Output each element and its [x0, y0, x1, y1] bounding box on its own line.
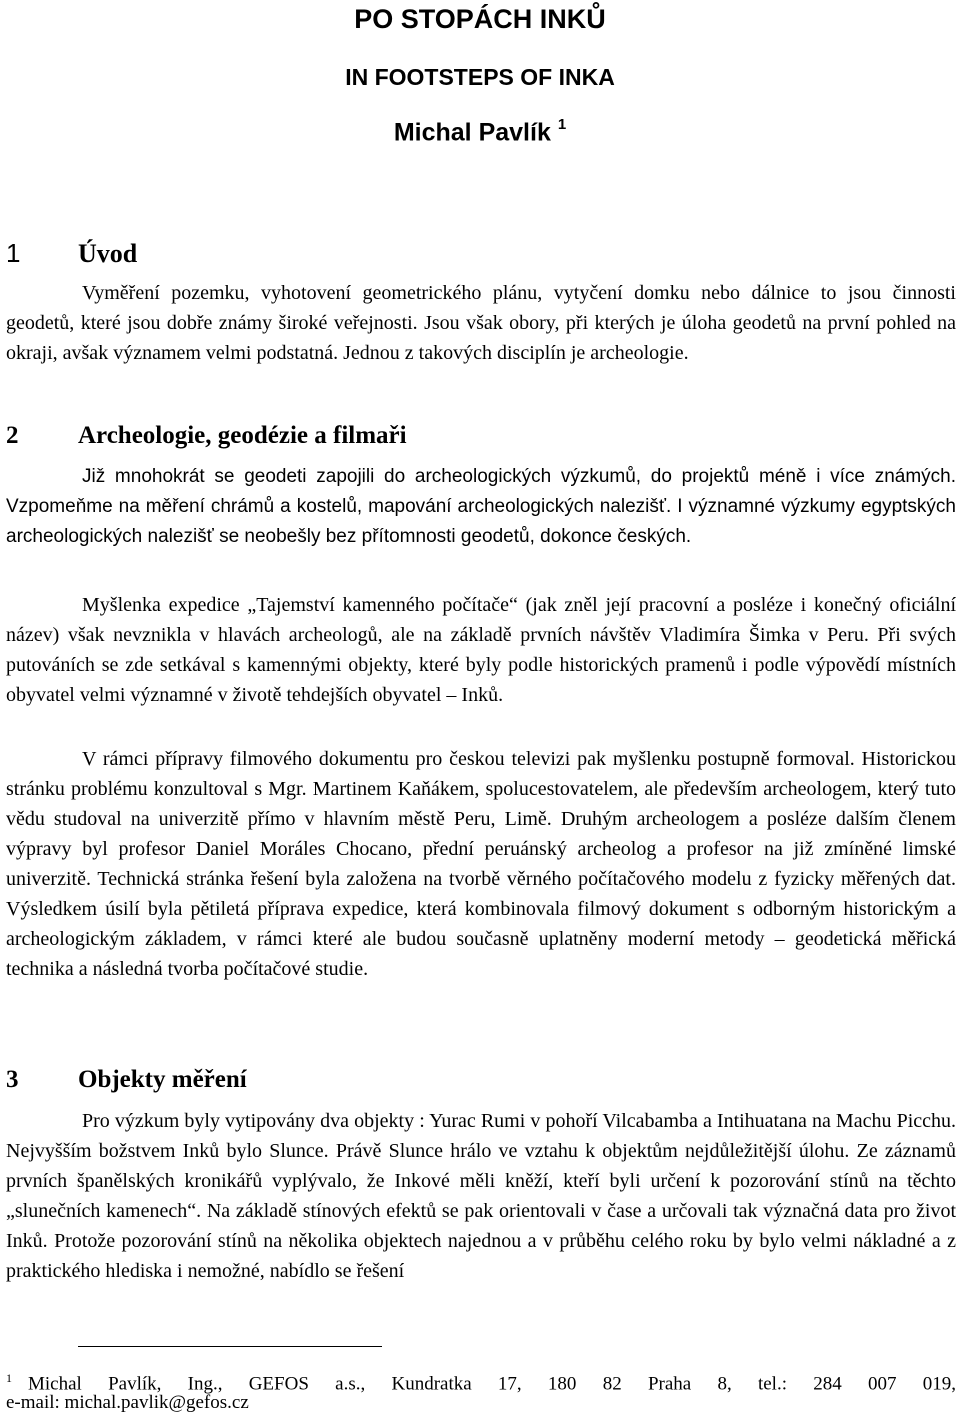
author-line	[0, 118, 960, 147]
document-title: PO STOPÁCH INKŮ	[354, 4, 606, 34]
footnote-line-2: e-mail: michal.pavlik@gefos.cz	[6, 1392, 249, 1413]
section-title: Úvod	[78, 239, 138, 268]
section-title: Archeologie, geodézie a filmaři	[78, 422, 407, 449]
paragraph-objects: Pro výzkum byly vytipovány dva objekty : Yurac Rumi v pohoří Vilcabamba a Intihuatana na Machu Picchu. Nejvyšším božstvem Inků bylo Slunce. Právě Slunce hrálo ve vztahu k objektům nejdůležitější úlohu. Ze záznamů prvních španělských kronikářů vyplývalo, že Inkové měli kněží, kteří byli určení k pozorování stínů na těchto „slunečních kamenech“. Na základě stínových efektů se pak orientovali v čase a určovali tak význačná data pro život Inků. Protože pozorování stínů na několika objektech najednou a v průběhu celého roku by bylo velmi nákladné a z praktického hlediska i nemožné, nabídlo se řešení	[6, 1110, 956, 1282]
footnote-separator	[78, 1346, 382, 1347]
author-footnote-mark: 1	[557, 116, 567, 133]
section-heading-3	[6, 1066, 247, 1094]
footnote-line-1: Michal Pavlík, Ing., GEFOS a.s., Kundratka 17, 180 82 Praha 8, tel.: 284 007 019,	[28, 1373, 956, 1395]
paragraph-expedition: Myšlenka expedice „Tajemství kamenného počítače“ (jak zněl její pracovní a posléze i konečný oficiální název) však nevznikla v hlavách archeologů, ale na základě prvních návštěv Vladimíra Šimka v Peru. Při svých putováních se zde setkával s kamennými objekty, které byly podle historických pramenů i podle výpovědí místních obyvatel velmi významné v životě tehdejších obyvatel – Inků.	[6, 594, 956, 706]
author-name: Michal Pavlík	[393, 118, 551, 147]
section-number: 1	[6, 238, 21, 268]
section-number: 3	[6, 1066, 19, 1093]
section-heading-1	[6, 238, 137, 269]
section-heading-2	[6, 422, 407, 450]
paragraph-archeology: Již mnohokrát se geodeti zapojili do archeologických výzkumů, do projektů méně i více známých. Vzpomeňme na měření chrámů a kostelů, mapování archeologických nalezišť. I významné výzkumy egyptských archeologických nalezišť se neobešly bez přítomnosti geodetů, dokonce českých.	[6, 466, 956, 547]
section-title: Objekty měření	[78, 1066, 247, 1093]
document-subtitle: IN FOOTSTEPS OF INKA	[345, 64, 615, 90]
section-number: 2	[6, 422, 19, 449]
paragraph-preparation: V rámci přípravy filmového dokumentu pro českou televizi pak myšlenku postupně formoval. Historickou stránku problému konzultoval s Mgr. Martinem Kaňákem, spolucestovatelem, ale především archeologem, který tuto vědu studoval na univerzitě přímo v hlavním městě Peru, Limě. Druhým archeologem a posléze dalším členem výpravy byl profesor Daniel Moráles Chocano, přední peruánský archeolog a profesor na již zmíněné limské univerzitě. Technická stránka řešení byla založena na tvorbě věrného počítačového modelu z fyzicky měřených dat. Výsledkem úsilí byla pětiletá příprava expedice, která kombinovala filmový dokument s odborným historickým a archeologickým základem, v rámci které ale budou současně uplatněny moderní metody – geodetická měřická technika a následná tvorba počítačové studie.	[6, 748, 956, 980]
paragraph-intro: Vyměření pozemku, vyhotovení geometrického plánu, vytyčení domku nebo dálnice to jsou činnosti geodetů, které jsou dobře známy široké veřejnosti. Jsou však obory, při kterých je úloha geodetů na první pohled na okraji, avšak významem velmi podstatná. Jednou z takových disciplín je archeologie.	[6, 282, 956, 364]
footnote-mark: 1	[6, 1371, 12, 1385]
